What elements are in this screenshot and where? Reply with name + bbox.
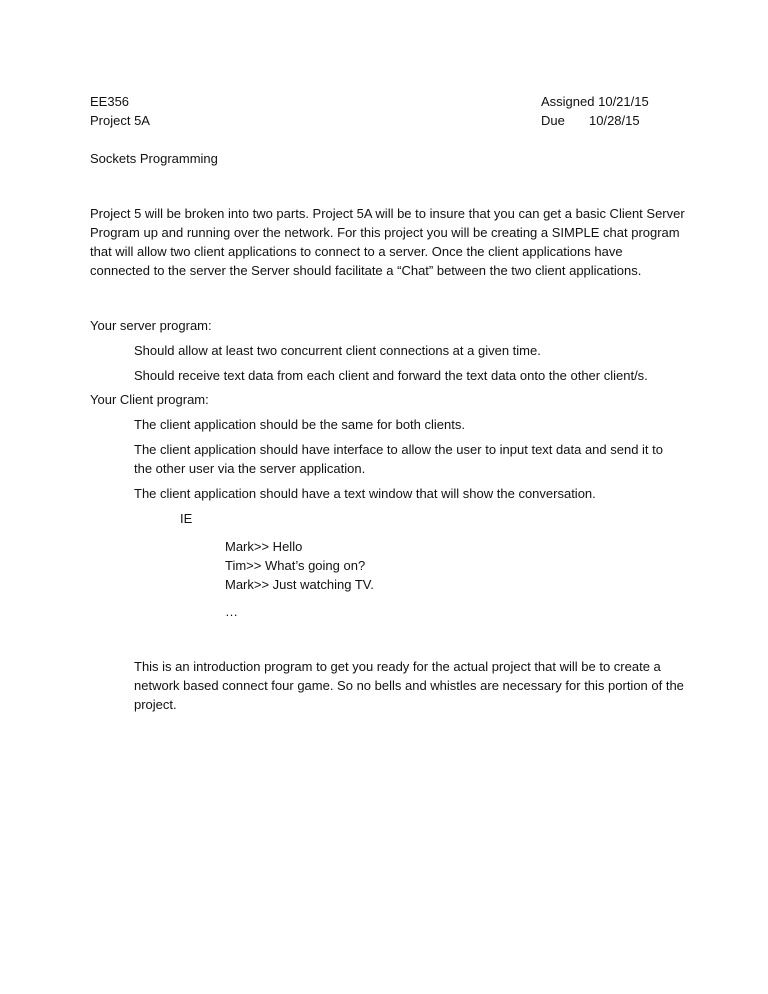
intro-line-4: connected to the server the Server should facilitate a “Chat” between the two client applications.	[90, 263, 642, 278]
example-line-3: Mark>> Just watching TV.	[225, 577, 374, 592]
client-item-3: The client application should have a text window that will show the conversation.	[134, 486, 596, 501]
example-label: IE	[180, 511, 193, 526]
intro-line-2: Program up and running over the network. For this project you will be creating a SIMPLE chat program	[90, 225, 680, 240]
assigned-row	[541, 92, 649, 111]
server-heading: Your server program:	[90, 318, 212, 333]
client-item-2-line-2: the other user via the server application.	[134, 461, 366, 476]
due-label: Due	[541, 113, 565, 128]
client-item-2-line-1: The client application should have interface to allow the user to input text data and send it to	[134, 442, 664, 457]
client-item-1: The client application should be the same for both clients.	[134, 417, 465, 432]
server-item-1: Should allow at least two concurrent client connections at a given time.	[134, 343, 541, 358]
assigned-label: Assigned	[541, 94, 595, 109]
project-name: Project 5A	[90, 113, 150, 128]
server-item-2: Should receive text data from each client and forward the text data onto the other client/s.	[134, 368, 648, 383]
closing-line-3: project.	[134, 697, 177, 712]
assigned-date: 10/21/15	[598, 94, 649, 109]
course-code: EE356	[90, 94, 130, 109]
due-row	[541, 111, 640, 130]
client-heading: Your Client program:	[90, 392, 209, 407]
example-line-2: Tim>> What’s going on?	[225, 558, 366, 573]
intro-line-1: Project 5 will be broken into two parts. Project 5A will be to insure that you can get a basic Client Server	[90, 206, 685, 221]
due-date: 10/28/15	[589, 113, 640, 128]
closing-line-2: network based connect four game. So no bells and whistles are necessary for this portion of the	[134, 678, 684, 693]
document-title: Sockets Programming	[90, 151, 218, 166]
intro-line-3: that will allow two client applications to connect to a server. Once the client applications have	[90, 244, 623, 259]
closing-line-1: This is an introduction program to get you ready for the actual project that will be to create a	[134, 659, 661, 674]
example-ellipsis: …	[225, 604, 238, 619]
example-line-1: Mark>> Hello	[225, 539, 303, 554]
